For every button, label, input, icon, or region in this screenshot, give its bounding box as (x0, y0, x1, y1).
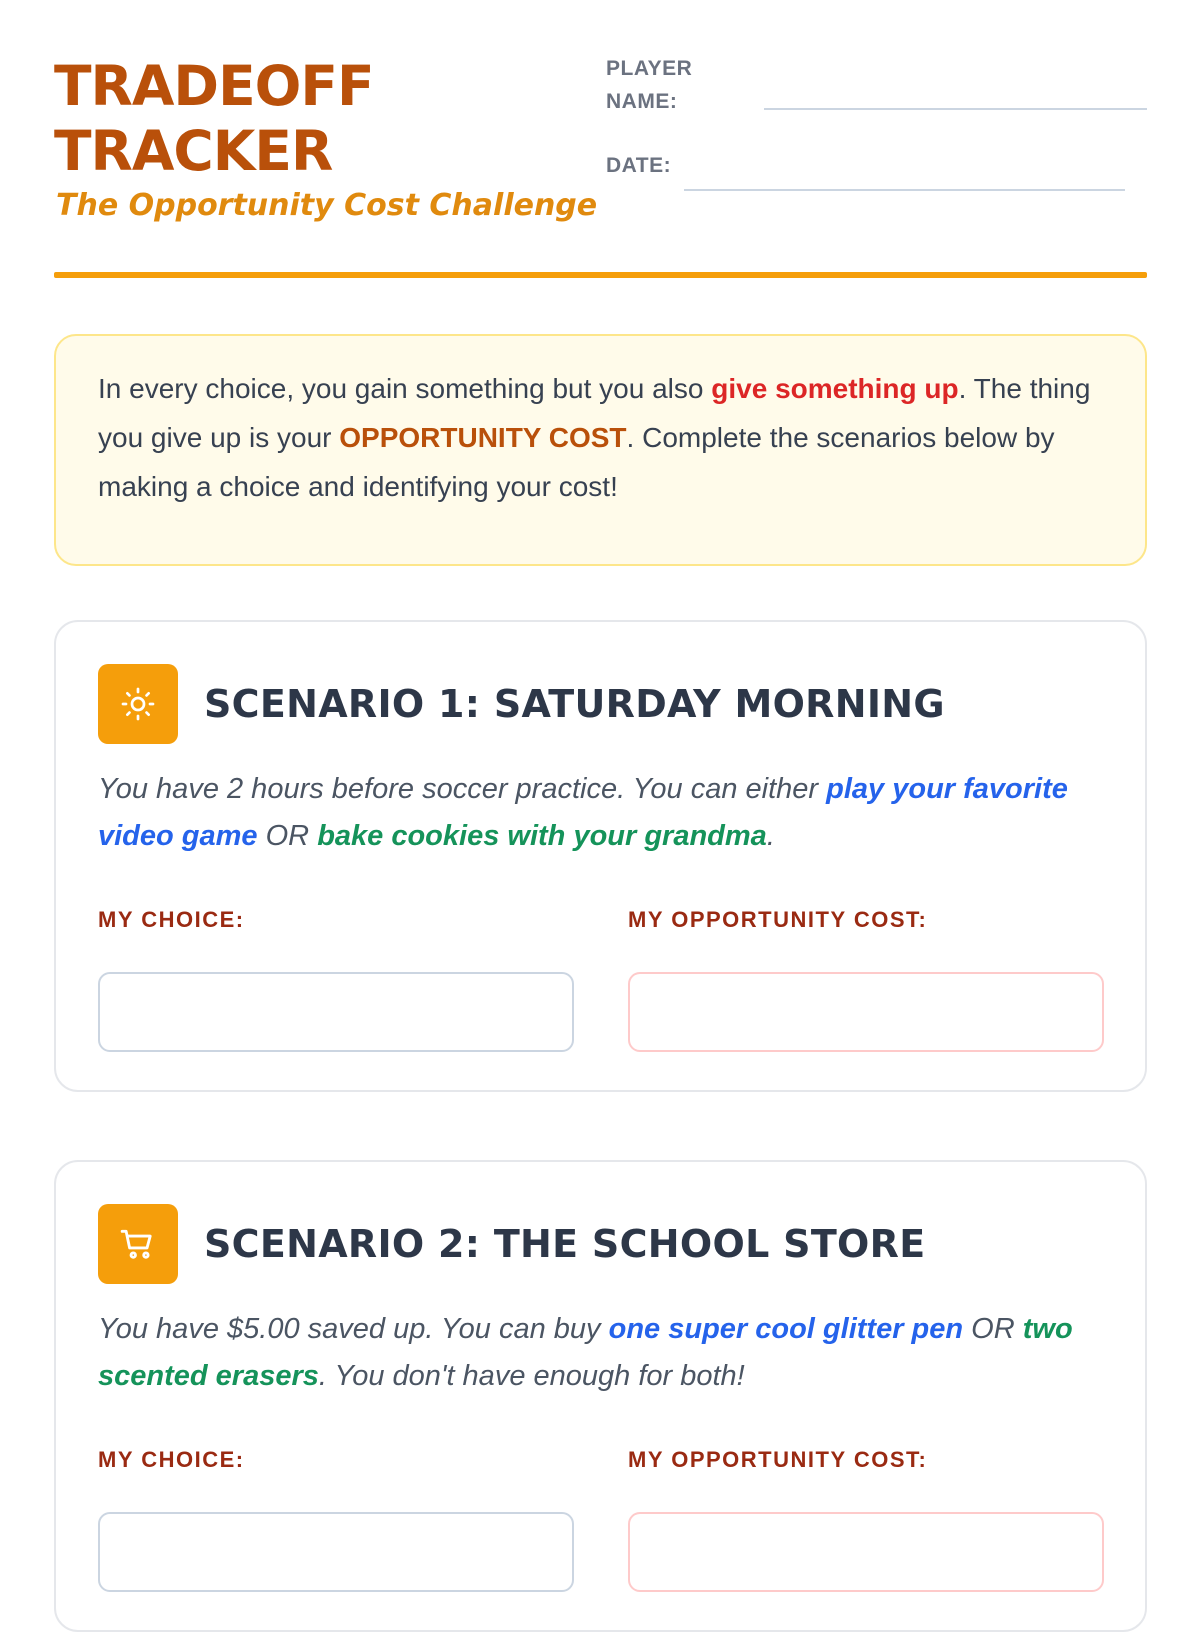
scenario-title: SCENARIO 1: SATURDAY MORNING (204, 682, 945, 726)
intro-highlight-opportunity-cost: OPPORTUNITY COST (339, 422, 627, 453)
sun-icon (98, 664, 178, 744)
my-choice-input[interactable] (98, 1512, 574, 1592)
intro-highlight-give-up: give something up (711, 373, 959, 404)
scenario-description (98, 1306, 1098, 1400)
scenario-text-2: OR (257, 820, 318, 852)
my-opportunity-cost-input[interactable] (628, 972, 1104, 1052)
intro-text-1: In every choice, you gain something but you also (98, 373, 712, 404)
scenario-description (98, 766, 1098, 860)
player-name-field[interactable] (764, 108, 1147, 110)
page-title (54, 54, 614, 184)
scenario-option-b: bake cookies with your grandma (317, 820, 767, 852)
worksheet-page (54, 0, 1147, 1472)
scenario-text-2: OR (963, 1313, 1023, 1345)
title-line-1: TRADEOFF (54, 54, 374, 118)
header (54, 0, 1147, 282)
page-subtitle: The Opportunity Cost Challenge (56, 188, 598, 223)
scenario-card-1 (54, 620, 1147, 1092)
title-line-2: TRACKER (54, 119, 333, 183)
my-opportunity-cost-label: MY OPPORTUNITY COST: (628, 907, 928, 932)
scenario-option-b: two scented erasers (98, 1313, 1073, 1392)
scenario-title: SCENARIO 2: THE SCHOOL STORE (204, 1222, 926, 1266)
intro-box (54, 334, 1147, 566)
date-label: DATE: (606, 154, 672, 177)
my-opportunity-cost-input[interactable] (628, 1512, 1104, 1592)
scenario-text-3: . (766, 820, 775, 852)
intro-text-2: . The thing you give up is your (98, 373, 1091, 453)
player-name-label-line-1: PLAYER (606, 57, 693, 80)
shopping-cart-icon (98, 1204, 178, 1284)
scenario-card-2 (54, 1160, 1147, 1632)
scenario-option-a: play your favorite video game (98, 773, 1068, 852)
my-opportunity-cost-label: MY OPPORTUNITY COST: (628, 1447, 928, 1472)
player-name-label-line-2: NAME: (606, 90, 678, 113)
intro-text-3: . Complete the scenarios below by making a choice and identifying your cost! (98, 422, 1055, 502)
my-choice-label: MY CHOICE: (98, 907, 245, 932)
scenario-option-a: one super cool glitter pen (608, 1313, 964, 1345)
player-name-label (606, 52, 692, 118)
my-choice-label: MY CHOICE: (98, 1447, 245, 1472)
scenario-text-1: You have 2 hours before soccer practice. You can either (98, 773, 827, 805)
date-field[interactable] (684, 189, 1125, 191)
header-divider (54, 272, 1147, 278)
scenario-text-1: You have $5.00 saved up. You can buy (98, 1313, 609, 1345)
scenario-text-3: . You don't have enough for both! (318, 1360, 745, 1392)
my-choice-input[interactable] (98, 972, 574, 1052)
